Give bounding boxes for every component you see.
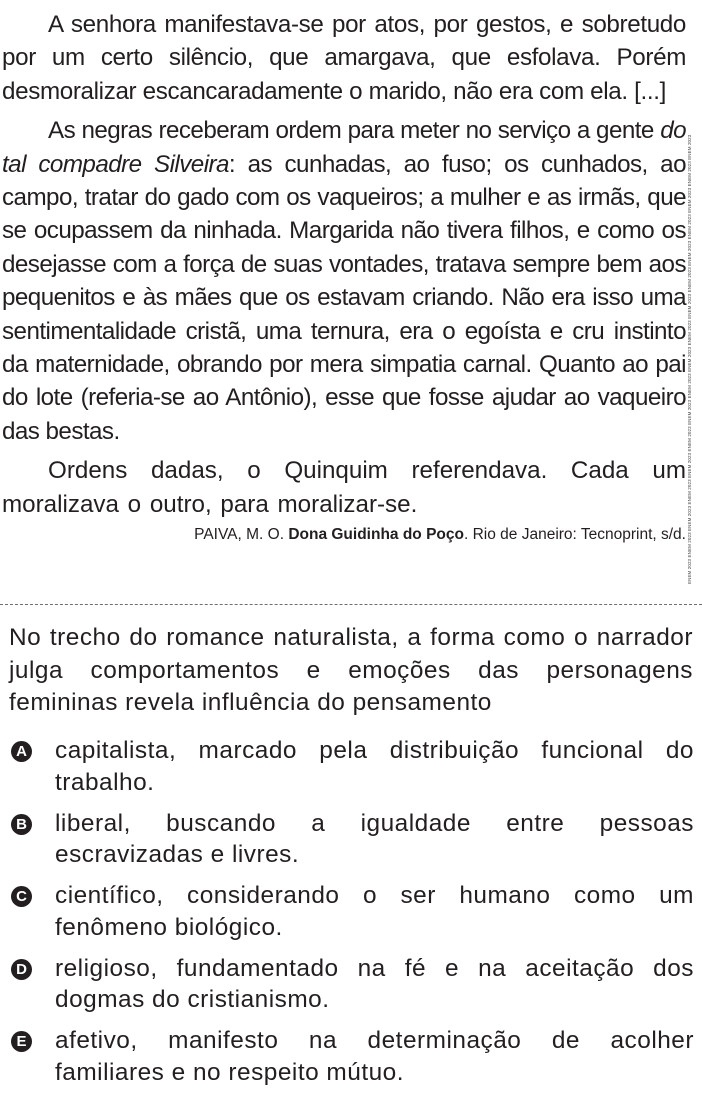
- side-strip: [686, 4, 694, 584]
- dashed-divider: [0, 604, 702, 605]
- side-strip-text: ENEM 2023 ENEM 2023 ENEM 2023 ENEM 2023 ENEM 2023 ENEM 2023 ENEM 2023 ENEM 2023 ENEM 2023 ENEM 2023 ENEM 2023 ENEM 2023 ENEM 2023 ENEM 2023 ENEM 2023 ENEM 2023 ENEM 2023: [687, 134, 692, 584]
- paragraph-2-italic: do tal compadre Silveira: [2, 117, 686, 178]
- option-e-text: afetivo, manifesto na determinação de acolher familiares e no respeito mútuo.: [55, 1027, 694, 1086]
- option-d[interactable]: [9, 953, 694, 1016]
- option-b-badge: B: [11, 814, 32, 835]
- citation: [2, 525, 686, 545]
- option-b[interactable]: [9, 808, 694, 871]
- passage: [2, 8, 686, 545]
- option-a-text: capitalista, marcado pela distribuição funcional do trabalho.: [55, 737, 694, 796]
- option-d-text: religioso, fundamentado na fé e na aceitação dos dogmas do cristianismo.: [55, 954, 694, 1013]
- option-a-badge: A: [11, 741, 32, 762]
- option-c-text: científico, considerando o ser humano como um fenômeno biológico.: [55, 882, 694, 941]
- option-e-badge: E: [11, 1031, 32, 1052]
- paragraph-2-rest: : as cunhadas, ao fuso; os cunhados, ao campo, tratar do gado com os vaqueiros; a mulher e as irmãs, que se ocupassem da ninhada. Margarida não tivera filhos, e como os desejasse com a força de suas vontades, tratava sempre bem aos pequenitos e às mães que os estavam criando. Não era isso uma sentimentalidade cristã, uma ternura, era o egoísta e cru instinto da maternidade, obrando por mera simpatia carnal. Quanto ao pai do lote (referia-se ao Antônio), esse que fosse ajudar ao vaqueiro das bestas.: [2, 150, 686, 445]
- option-d-badge: D: [11, 959, 32, 980]
- citation-author: PAIVA, M. O.: [194, 526, 284, 544]
- paragraph-2-start: As negras receberam ordem para meter no serviço a gente: [48, 117, 654, 145]
- passage-paragraph-2: [2, 114, 686, 448]
- option-e[interactable]: [9, 1025, 694, 1088]
- option-a[interactable]: [9, 735, 694, 798]
- answer-options: [9, 735, 694, 1098]
- passage-paragraph-1: A senhora manifestava-se por atos, por gestos, e sobretudo por um certo silêncio, que amargava, que esfolava. Porém desmoralizar escancaradamente o marido, não era com ela. [...]: [2, 11, 686, 105]
- option-b-text: liberal, buscando a igualdade entre pessoas escravizadas e livres.: [55, 809, 694, 868]
- option-c-badge: C: [11, 886, 32, 907]
- option-c[interactable]: [9, 880, 694, 943]
- citation-title: Dona Guidinha do Poço: [288, 526, 464, 544]
- question-stem: No trecho do romance naturalista, a forma como o narrador julga comportamentos e emoções das personagens femininas revela influência do pensamento: [9, 624, 693, 716]
- passage-paragraph-3: Ordens dadas, o Quinquim referendava. Cada um moralizava o outro, para moralizar-se.: [2, 457, 686, 518]
- citation-rest: . Rio de Janeiro: Tecnoprint, s/d.: [463, 526, 686, 544]
